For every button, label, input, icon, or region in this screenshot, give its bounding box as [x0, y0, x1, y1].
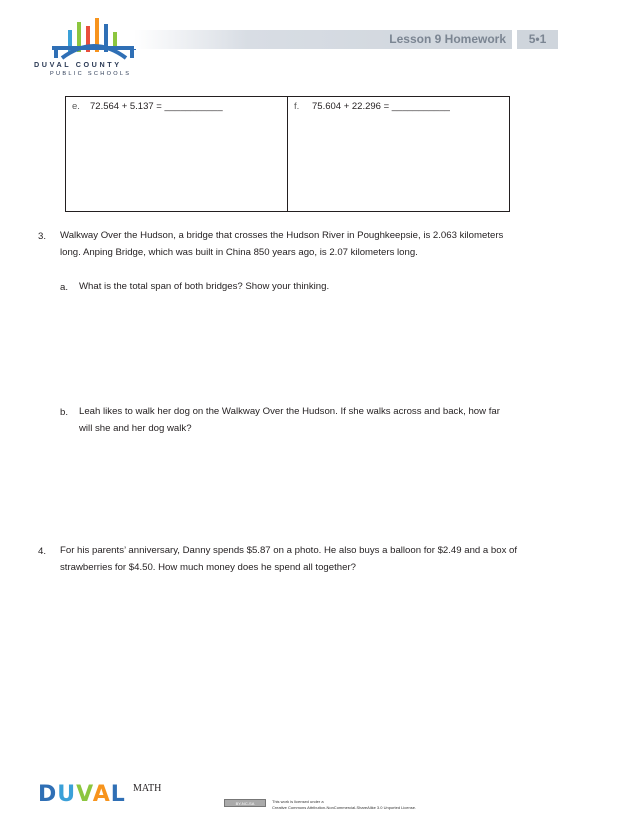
problem-3-line1: Walkway Over the Hudson, a bridge that crosses the Hudson River in Poughkeepsie, is 2.063 kilometers — [60, 230, 504, 241]
problem-expression: 75.604 + 22.296 = ___________ — [312, 101, 450, 112]
problem-letter: e. — [72, 101, 80, 112]
problem-3-number: 3. — [38, 231, 47, 242]
lesson-title: Lesson 9 Homework — [389, 32, 506, 46]
problem-4-line2: strawberries for $4.50. How much money does he spend all together? — [60, 562, 356, 573]
footer-math-label: MATH — [133, 783, 162, 794]
problem-3b-line1: Leah likes to walk her dog on the Walkway Over the Hudson. If she walks across and back, how far — [79, 406, 500, 417]
problem-3a-letter: a. — [60, 282, 69, 293]
problem-3a-text: What is the total span of both bridges? Show your thinking. — [79, 281, 330, 292]
problem-4-number: 4. — [38, 546, 47, 557]
logo-letter: A — [92, 782, 111, 807]
license-text-line1: This work is licensed under a — [272, 799, 324, 804]
license-text-line2: Creative Commons Attribution-NonCommercial-ShareAlike 3.0 Unported License. — [272, 805, 417, 810]
problem-cell-f — [287, 97, 509, 211]
logo-letter: U — [57, 782, 77, 807]
problem-expression: 72.564 + 5.137 = ___________ — [90, 101, 223, 112]
problem-4-line1: For his parents’ anniversary, Danny spends $5.87 on a photo. He also buys a balloon for $2.49 and a box of — [60, 545, 518, 556]
org-name-line2: PUBLIC SCHOOLS — [50, 71, 132, 77]
problem-3b-line2: will she and her dog walk? — [79, 423, 192, 434]
logo-letter: L — [110, 782, 126, 807]
logo-bridge — [52, 46, 136, 58]
cc-license-icon: BY-NC-SA — [224, 799, 266, 807]
footer-duval-logo — [38, 782, 126, 807]
problem-letter: f. — [294, 101, 300, 112]
problem-table — [65, 96, 510, 212]
org-name-line1: DUVAL COUNTY — [34, 60, 122, 69]
logo-letter: V — [76, 782, 93, 807]
problem-3-line2: long. Anping Bridge, which was built in China 850 years ago, is 2.07 kilometers long. — [60, 247, 418, 258]
problem-3b-letter: b. — [60, 407, 69, 418]
logo-letter: D — [38, 782, 58, 807]
header-bar — [134, 30, 512, 49]
problem-cell-e — [66, 97, 287, 211]
module-badge: 5•1 — [517, 30, 558, 49]
